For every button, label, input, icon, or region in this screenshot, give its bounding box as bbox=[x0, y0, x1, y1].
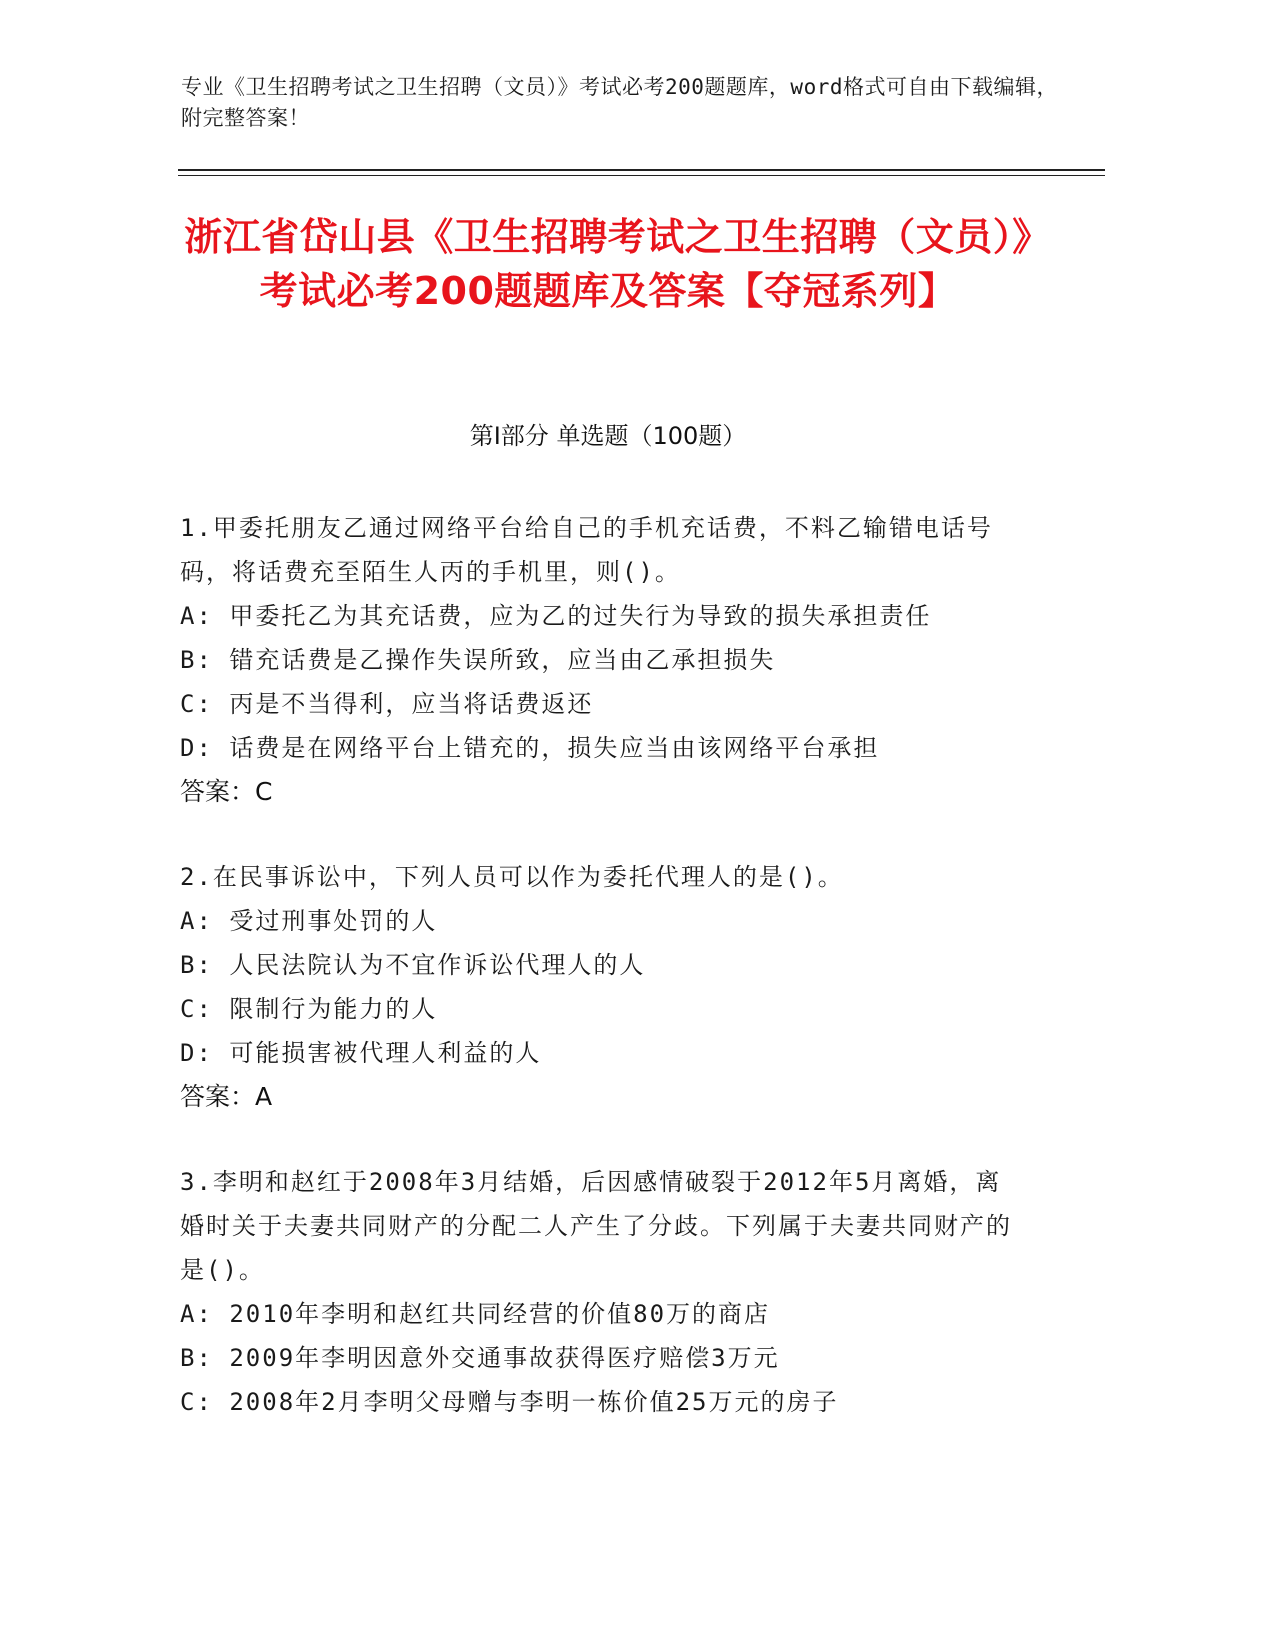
question-3 bbox=[180, 1160, 1020, 1424]
option-a: A: 受过刑事处罚的人 bbox=[180, 907, 438, 935]
option-a: A: 甲委托乙为其充话费，应为乙的过失行为导致的损失承担责任 bbox=[180, 602, 932, 630]
question-stem: 1.甲委托朋友乙通过网络平台给自己的手机充话费，不料乙输错电话号码，将话费充至陌生人丙的手机里，则()。 bbox=[180, 514, 993, 586]
question-stem: 2.在民事诉讼中，下列人员可以作为委托代理人的是()。 bbox=[180, 863, 844, 891]
question-list bbox=[180, 506, 1020, 1465]
option-a: A: 2010年李明和赵红共同经营的价值80万的商店 bbox=[180, 1300, 771, 1328]
option-b: B: 人民法院认为不宜作诉讼代理人的人 bbox=[180, 951, 646, 979]
answer-line: 答案：A bbox=[180, 1082, 273, 1111]
question-1 bbox=[180, 506, 1020, 814]
option-d: D: 可能损害被代理人利益的人 bbox=[180, 1039, 542, 1067]
document-title: 浙江省岱山县《卫生招聘考试之卫生招聘（文员）》考试必考200题题库及答案【夺冠系列】 bbox=[184, 215, 1032, 313]
answer-line: 答案：C bbox=[180, 777, 273, 806]
header-divider-thin bbox=[178, 175, 1105, 176]
question-stem: 3.李明和赵红于2008年3月结婚，后因感情破裂于2012年5月离婚，离婚时关于夫妻共同财产的分配二人产生了分歧。下列属于夫妻共同财产的是()。 bbox=[180, 1168, 1012, 1284]
header-note: 专业《卫生招聘考试之卫生招聘（文员）》考试必考200题题库，word格式可自由下载编辑，附完整答案！ bbox=[181, 75, 1058, 130]
option-b: B: 错充话费是乙操作失误所致，应当由乙承担损失 bbox=[180, 646, 776, 674]
option-d: D: 话费是在网络平台上错充的，损失应当由该网络平台承担 bbox=[180, 734, 880, 762]
section-title: 第I部分 单选题（100题） bbox=[469, 422, 747, 450]
option-b: B: 2009年李明因意外交通事故获得医疗赔偿3万元 bbox=[180, 1344, 780, 1372]
option-c: C: 丙是不当得利，应当将话费返还 bbox=[180, 690, 594, 718]
question-2 bbox=[180, 855, 1020, 1119]
header-divider-thick bbox=[178, 169, 1105, 171]
option-c: C: 限制行为能力的人 bbox=[180, 995, 438, 1023]
option-c: C: 2008年2月李明父母赠与李明一栋价值25万元的房子 bbox=[180, 1388, 839, 1416]
